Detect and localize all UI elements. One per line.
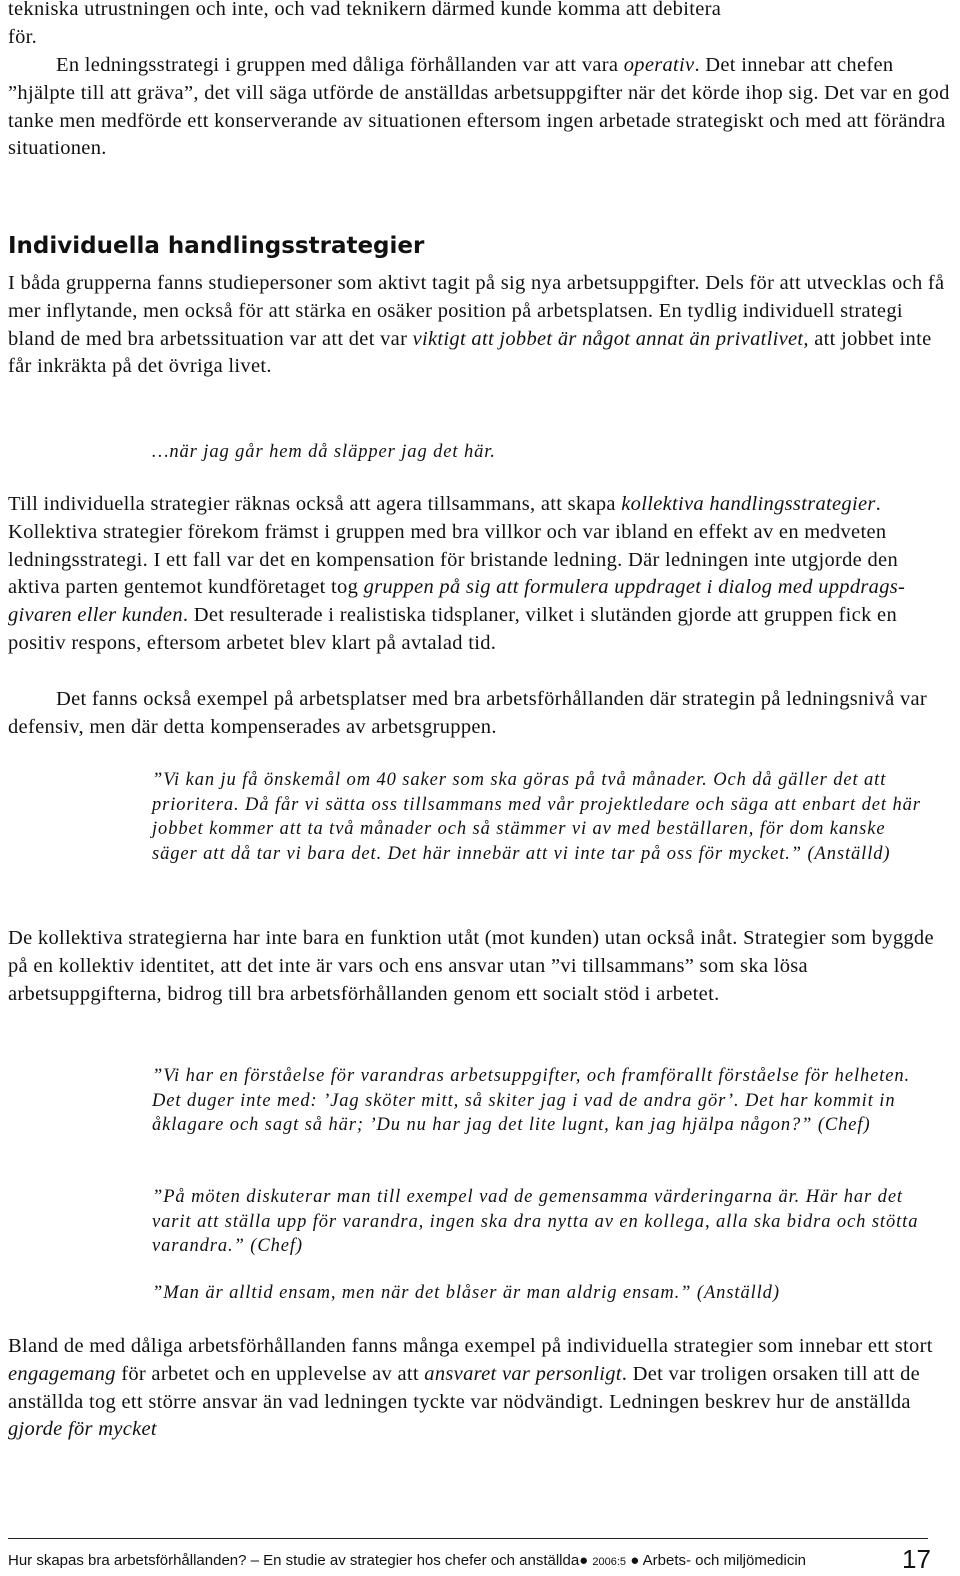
quote-block: …när jag går hem då släpper jag det här. [152,442,496,462]
emphasis-text: kollektiva handlingsstrategier [621,493,876,515]
emphasis-text: gruppen på sig att formulera uppdraget i dialog med uppdragsgivaren eller kunden [8,576,905,627]
footer-text [8,1552,806,1571]
bullet-icon: ● [579,1552,589,1569]
report-series: Arbets- och miljömedicin [642,1552,807,1569]
footer-divider [8,1538,928,1539]
text-run: En ledningsstrategi i gruppen med dåliga förhållanden var att vara [56,54,624,76]
text-run: Bland de med dåliga arbetsförhållanden fanns många exempel på individuella strategier som innebar ett stort [8,1335,933,1357]
report-title: Hur skapas bra arbetsförhållanden? – En studie av strategier hos chefer och anställda [8,1552,580,1569]
bullet-icon: ● [630,1552,640,1569]
paragraph-collective-strategies [8,491,953,658]
text-run: . Det var troligen orsaken till att de anställda tog ett större ansvar än vad ledningen tyckte var nödvändigt. Ledningen beskrev hur de anställda [8,1362,921,1413]
quote-block: ”På möten diskuterar man till exempel vad de gemensamma värderingarna är. Här har det varit att ställa upp för varandra, ingen ska dra nytta av en kollega, alla ska bidra och stötta varandra.” (Chef) [152,1187,919,1257]
paragraph-individual-strategies [8,270,953,381]
quote-block: ”Vi kan ju få önskemål om 40 saker som ska göras på två månader. Och då gäller det att prioritera. Då får vi sätta oss tillsammans med vår projektledare och säga att enbart det här jobbet kommer att ta två månader och så stämmer vi av med beställaren, för dom kanske säger att då tar vi bara det. Det här innebär att vi inte tar på oss för mycket.” (Anställd) [152,770,921,864]
paragraph-collective-function: De kollektiva strategierna har inte bara en funktion utåt (mot kunden) utan också inåt. Strategier som byggde på en kollektiv identitet, att det inte är vars och ens ansvar utan ”vi tillsammans” som ska lösa arbetsuppgifterna, bidrog till bra arbetsförhållanden genom ett socialt stöd i arbetet. [8,927,934,1005]
text-run: för arbetet och en upplevelse av att [115,1362,425,1385]
page-number: 17 [902,1544,931,1574]
paragraph-continuation [8,0,953,52]
quote-block: ”Man är alltid ensam, men när det blåser är man aldrig ensam.” (Anställd) [152,1283,780,1303]
text-run: . Kollektiva strategier förekom främst i gruppen med bra villkor och var ibland en effekt av en medveten ledningsstrategi. I ett fall var det en kompensation för bristande ledning. Där ledningen inte utgjorde den aktiva parten gentemot kundföretaget tog [8,493,899,599]
section-heading: Individuella handlingsstrategier [8,233,425,259]
page-footer [8,1538,958,1576]
paragraph-line: för. [8,25,38,48]
quote-block: ”Vi har en förståelse för varandras arbetsuppgifter, och framförallt förståelse för helheten. Det duger inte med: ’Jag sköter mitt, så skiter jag i vad de andra gör’. Det har kommit in åklagare och sagt så här; ’Du nu har jag det lite lugnt, kan jag hjälpa någon?” (Chef) [152,1066,911,1136]
report-issue: 2006:5 [592,1556,627,1568]
emphasis-text: operativ [623,54,695,76]
paragraph-ledningsstrategi [8,52,953,163]
text-run: Till individuella strategier räknas också att agera tillsammans, att skapa [8,493,622,515]
paragraph-defensive-strategy: Det fanns också exempel på arbetsplatser med bra arbetsförhållanden där strategin på ledningsnivå var defensiv, men där detta kompenserades av arbetsgruppen. [8,688,928,738]
emphasis-text: viktigt att jobbet är något annat än privatlivet, [412,327,809,350]
text-run: I båda grupperna fanns studiepersoner som aktivt tagit på sig nya arbetsuppgifter. Dels för att utvecklas och få mer inflytande, men också för att stärka en osäker position på arbetsplatsen. En tydlig individuell strategi bland de med bra arbetssituation var att det var [8,272,945,350]
paragraph-line: tekniska utrustningen och inte, och vad teknikern därmed kunde komma att debitera [8,0,722,20]
emphasis-text: gjorde för mycket [8,1418,157,1441]
emphasis-text: ansvaret var personligt [424,1362,622,1385]
text-run: . Det resulterade i realistiska tidsplaner, vilket i slutänden gjorde att gruppen fick en positiv respons, eftersom arbetet blev klart på avtalad tid. [8,604,897,654]
text-run: . Det innebar att chefen ”hjälpte till att gräva”, det vill säga utförde de anställdas arbetsuppgifter när det körde ihop sig. Det var en god tanke men medförde ett konserverande av situationen eftersom ingen arbetade strategiskt och med att förändra situationen. [8,54,950,160]
text-run: att jobbet inte får inkräkta på det övriga livet. [8,327,932,378]
emphasis-text: engagemang [8,1362,116,1385]
paragraph-engagement [8,1333,953,1444]
